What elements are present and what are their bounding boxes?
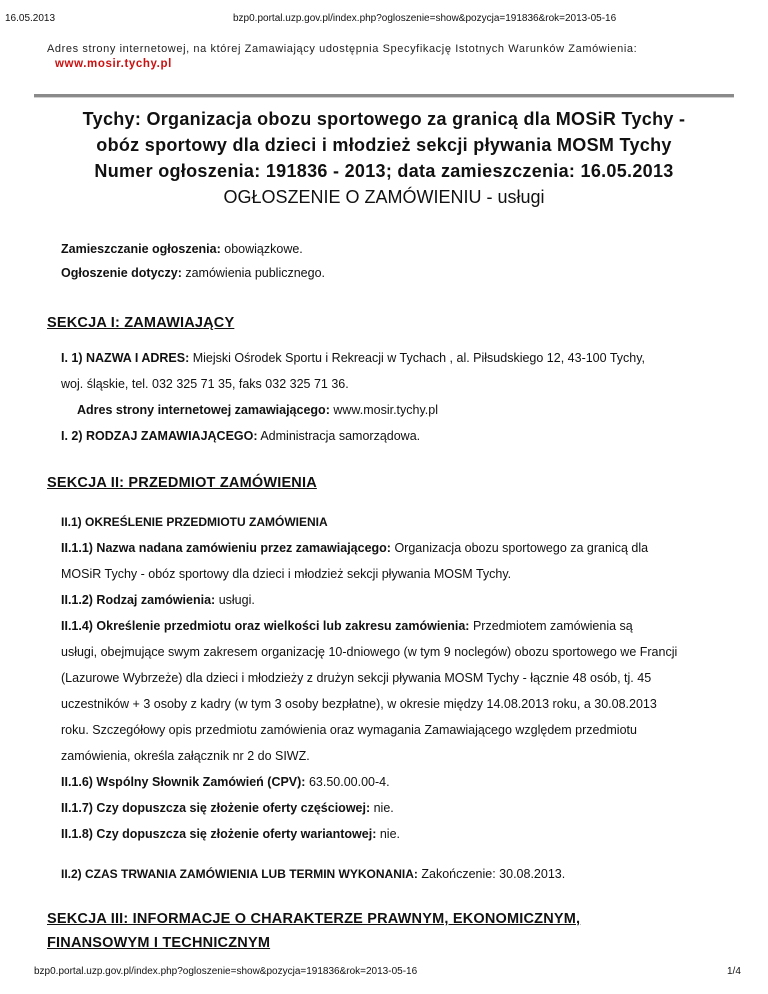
s2-scope [61, 613, 726, 639]
print-header-url: bzp0.portal.uzp.gov.pl/index.php?ogloszenie=show&pozycja=191836&rok=2013-05-16 [233, 13, 617, 24]
s2-kind-value: usługi. [218, 593, 255, 607]
s2-scope-line: roku. Szczegółowy opis przedmiotu zamówienia oraz wymagania Zamawiającego względem przedmiotu [61, 723, 637, 737]
s1-website-value[interactable]: www.mosir.tychy.pl [333, 403, 438, 417]
s2-scope-line: (Lazurowe Wybrzeże) dla dzieci i młodzieży z drużyn sekcji pływania MOSM Tychy - łącznie 48 osób, tj. 45 [61, 671, 652, 685]
s2-duration [61, 861, 726, 887]
s1-name-label: I. 1) NAZWA I ADRES: [61, 351, 190, 365]
s2-scope-value: Przedmiotem zamówienia są [472, 619, 633, 633]
meta-concerns-label: Ogłoszenie dotyczy: [61, 266, 182, 280]
s2-name-value: Organizacja obozu sportowego za granicą dla [394, 541, 649, 555]
s2-scope-line: usługi, obejmujące swym zakresem organizację 10-dniowego (w tym 9 noclegów) obozu sportowego we Francji [61, 645, 678, 659]
s2-kind-label: II.1.2) Rodzaj zamówienia: [61, 593, 216, 607]
meta-posting-label: Zamieszczanie ogłoszenia: [61, 242, 221, 256]
section-2-heading: SEKCJA II: PRZEDMIOT ZAMÓWIENIA [47, 475, 317, 491]
address-intro: Adres strony internetowej, na której Zamawiający udostępnia Specyfikację Istotnych Warunków Zamówienia: [47, 43, 638, 55]
section-3-heading-line2: FINANSOWYM I TECHNICZNYM [47, 935, 271, 951]
s1-website-label: Adres strony internetowej zamawiającego: [77, 403, 330, 417]
title-line-2: obóz sportowy dla dzieci i młodzież sekcji pływania MOSM Tychy [96, 135, 672, 155]
meta-concerns-value: zamówienia publicznego. [185, 266, 326, 280]
s2-name-label: II.1.1) Nazwa nadana zamówieniu przez zamawiającego: [61, 541, 391, 555]
s2-cpv-label: II.1.6) Wspólny Słownik Zamówień (CPV): [61, 775, 306, 789]
title-line-3: Numer ogłoszenia: 191836 - 2013; data zamieszczenia: 16.05.2013 [94, 161, 674, 181]
s2-cpv-value: 63.50.00.00-4. [308, 775, 390, 789]
s2-name-cont: MOSiR Tychy - obóz sportowy dla dzieci i młodzież sekcji pływania MOSM Tychy. [61, 567, 512, 581]
address-link[interactable]: www.mosir.tychy.pl [55, 58, 172, 70]
s2-partial [61, 795, 726, 821]
s2-variant-value: nie. [379, 827, 400, 841]
s1-name-cont: woj. śląskie, tel. 032 325 71 35, faks 032 325 71 36. [61, 377, 349, 391]
s2-variant-label: II.1.8) Czy dopuszcza się złożenie oferty wariantowej: [61, 827, 377, 841]
section-3-heading-line1: SEKCJA III: INFORMACJE O CHARAKTERZE PRAWNYM, EKONOMICZNYM, [47, 911, 581, 927]
meta-posting-value: obowiązkowe. [224, 242, 303, 256]
s2-variant [61, 821, 726, 847]
s2-duration-label: II.2) CZAS TRWANIA ZAMÓWIENIA LUB TERMIN WYKONANIA: [61, 867, 418, 881]
title-line-1: Tychy: Organizacja obozu sportowego za granicą dla MOSiR Tychy - [82, 109, 686, 129]
s1-name [61, 345, 726, 371]
s1-name-value: Miejski Ośrodek Sportu i Rekreacji w Tychach , al. Piłsudskiego 12, 43-100 Tychy, [192, 351, 646, 365]
s2-scope-line: uczestników + 3 osoby z kadry (w tym 3 osoby bezpłatne), w okresie między 14.08.2013 roku, a 30.08.2013 [61, 697, 657, 711]
s1-type-label: I. 2) RODZAJ ZAMAWIAJĄCEGO: [61, 429, 258, 443]
s2-kind [61, 587, 726, 613]
print-header-date: 16.05.2013 [5, 13, 56, 24]
section-1-heading: SEKCJA I: ZAMAWIAJĄCY [47, 315, 235, 331]
s1-type [61, 423, 726, 449]
print-footer-page: 1/4 [727, 966, 741, 977]
s2-duration-value: Zakończenie: 30.08.2013. [421, 867, 566, 881]
s1-type-value: Administracja samorządowa. [260, 429, 421, 443]
header-divider [34, 94, 734, 98]
meta-concerns [61, 266, 325, 280]
s2-sub1-label: II.1) OKREŚLENIE PRZEDMIOTU ZAMÓWIENIA [61, 515, 328, 529]
meta-posting [61, 242, 303, 256]
s1-website [77, 397, 742, 423]
s2-sub1 [61, 509, 726, 535]
s2-scope-label: II.1.4) Określenie przedmiotu oraz wielkości lub zakresu zamówienia: [61, 619, 470, 633]
title-subtitle: OGŁOSZENIE O ZAMÓWIENIU - usługi [223, 187, 545, 207]
title-block [34, 106, 734, 210]
section-3-heading [47, 907, 580, 955]
s2-cpv [61, 769, 726, 795]
print-footer-url: bzp0.portal.uzp.gov.pl/index.php?ogloszenie=show&pozycja=191836&rok=2013-05-16 [34, 966, 418, 977]
s2-name [61, 535, 726, 561]
s2-partial-label: II.1.7) Czy dopuszcza się złożenie oferty częściowej: [61, 801, 371, 815]
s2-partial-value: nie. [373, 801, 394, 815]
s2-scope-line: zamówienia, określa załącznik nr 2 do SIWZ. [61, 749, 310, 763]
